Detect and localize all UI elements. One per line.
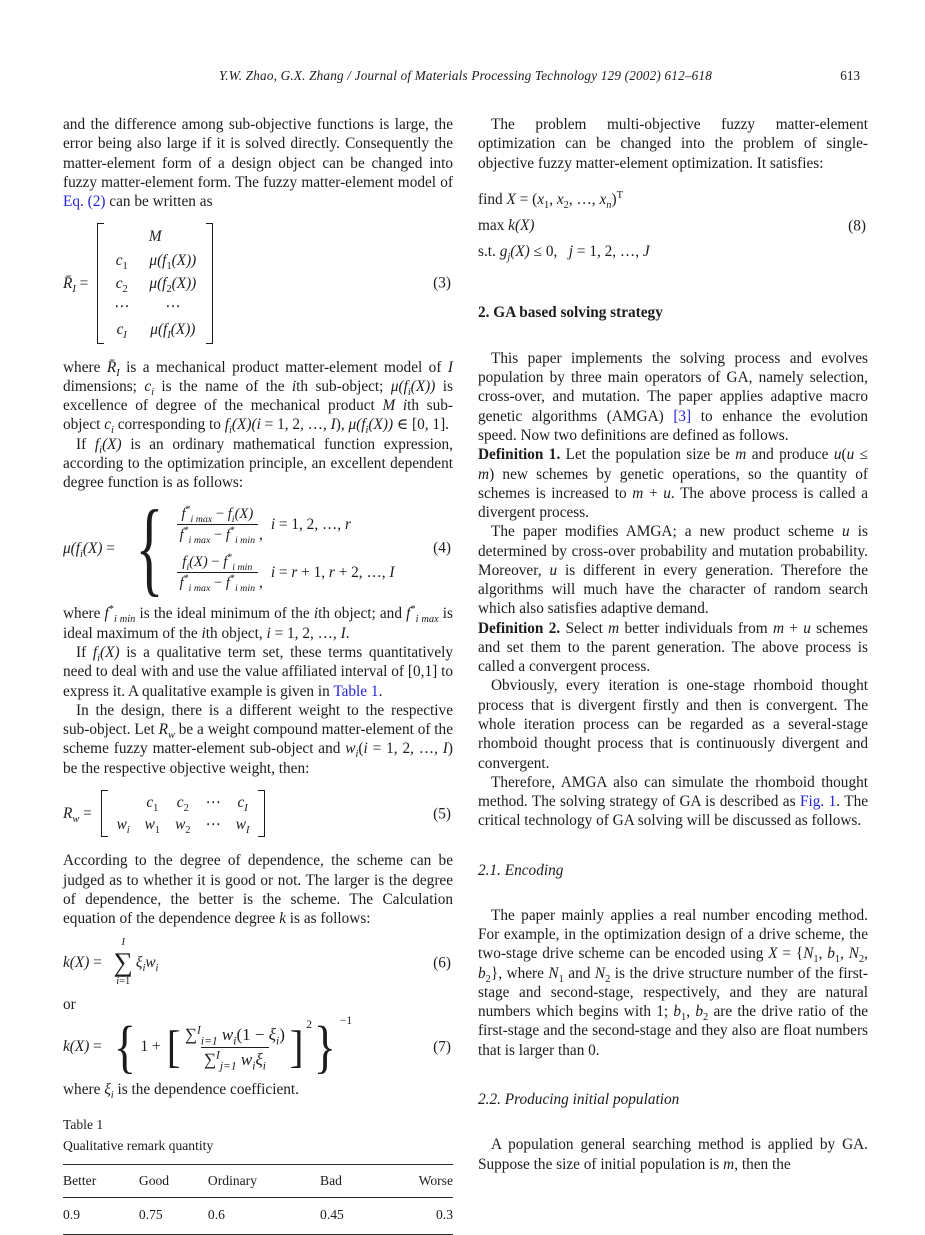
paragraph: where $R̄_I$ is a mechanical product matter-element model of I dimensions; $c_i$ is the name of the ith sub-object; $\mu(f_i(X))$ is excellence of degree of the mechanical product M ith sub-object $c_i$ corresponding to $f_i(X)(i = 1$, 2, …, I), $\mu(f_i(X))$ ∈ [0, 1]. — [63, 358, 453, 437]
table-label: Table 1 — [63, 1117, 104, 1133]
right-bracket — [206, 223, 213, 343]
cross-reference-link[interactable]: Eq. (2) — [63, 193, 106, 211]
right-bracket — [258, 790, 265, 838]
paragraph: In the design, there is a different weight to the respective sub-object. Let $R_w$ be a weight compound matter-element of the scheme fuzzy matter-element sub-object and $w_i(i = 1$, 2, …, I) be the respective objective weight, then: — [63, 701, 453, 777]
subsection-heading-2-2: 2.2. Producing initial population — [478, 1090, 680, 1108]
table-header-cell: Worse — [374, 1164, 453, 1198]
paragraph: where $\xi_i$ is the dependence coefficient. — [63, 1080, 299, 1101]
table-caption: Qualitative remark quantity — [63, 1137, 214, 1153]
matrix: M $c_1$ $\mu(f_1(X))$ $c_2$ $\mu(f_2(X))$ ⋯ ⋯ $c_I$ $\mu(f_I(X))$ — [97, 223, 213, 343]
paragraph: This paper implements the solving process and evolves population by three main operators of GA, namely selection, cross-over, and mutation. The paper applies adaptive macro genetic algorithms (AMGA) [3] to enhance the evolution speed. Now two definitions are defined as follows. — [478, 349, 868, 445]
table-cell: 0.45 — [320, 1198, 374, 1235]
left-column — [63, 115, 453, 1235]
table-header-cell: Good — [139, 1164, 208, 1198]
cases-expression: { $\frac{f^*_{i max} - f_i(X)}{f^*_{i max} - f^*_{i min}}$ , i = 1, 2, …, r $\frac{f_i(X) - f^*_{i min}}{f^*_{i max} - f^*_{i min}}$ , i = r + 1, r + 2, …, I — [135, 489, 395, 607]
table-cell: 0.9 — [63, 1198, 139, 1235]
subsection-heading-2-1: 2.1. Encoding — [478, 861, 564, 879]
paragraph: where $f^*_{i min}$ is the ideal minimum of the ith object; and $f^*_{i max}$ is ideal maximum of the ith object, i = 1, 2, …, I. — [63, 604, 454, 642]
equation-8: find $X = (x_1$, $x_2$, …, $x_n)^T$ max k(X) s.t. $g_j(X) \le 0$, j = 1, 2, …, J (8) — [478, 189, 866, 264]
fraction: $\frac{f_i(X) - f^*_{i min}}{f^*_{i max} - f^*_{i min}}$ — [177, 553, 258, 592]
paragraph: Obviously, every iteration is one-stage rhomboid thought process that is divergent firstly and then is convergent. The whole iteration process can be regarded as a several-stage rhomboid thought process that is continuously divergent and convergent. — [478, 677, 868, 772]
paragraph: A population general searching method is applied by GA. Suppose the size of initial population is m, then the — [478, 1136, 868, 1173]
equation-number: (6) — [433, 954, 451, 972]
left-bracket — [97, 223, 104, 343]
equation-number: (7) — [433, 1038, 451, 1056]
paragraph: The problem multi-objective fuzzy matter-element optimization can be changed into the problem of single-objective fuzzy matter-element optimization. It satisfies: — [478, 116, 868, 172]
table-header-row — [63, 1164, 453, 1198]
fraction: $\frac{\sum^I_{i=1} w_i(1 - \xi_i)}{\sum^I_{j=1} w_i\xi_i}$ — [184, 1023, 285, 1072]
table-header-cell: Bad — [320, 1164, 374, 1198]
table-header-cell: Ordinary — [208, 1164, 320, 1198]
table-cell: 0.6 — [208, 1198, 320, 1235]
equation-6: k(X) = I ∑ i=1 $\xi_iw_i$ (6) — [63, 937, 451, 987]
square-exponent: 2 — [306, 1018, 312, 1031]
equation-number: (3) — [433, 274, 451, 292]
equation-number: (5) — [433, 804, 451, 822]
summation: I ∑ i=1 — [113, 937, 133, 987]
paragraph: If $f_i(X)$ is a qualitative term set, these terms quantitatively need to deal with and use the value affiliated interval of [0,1] to express it. A qualitative example is given in Table 1. — [63, 643, 454, 700]
fraction: $\frac{f^*_{i max} - f_i(X)}{f^*_{i max} - f^*_{i min}}$ — [177, 505, 258, 544]
equation-lhs: $R̄_I$ = — [63, 274, 93, 295]
running-head-citation: Y.W. Zhao, G.X. Zhang / Journal of Materials Processing Technology 129 (2002) 612–618 — [218, 68, 713, 83]
equation-lhs: k(X) = — [63, 1038, 106, 1056]
table-1 — [63, 1115, 453, 1235]
section-heading-2: 2. GA based solving strategy — [478, 303, 663, 321]
or-connector: or — [63, 996, 76, 1014]
equation-3 — [63, 223, 453, 343]
equation-lhs: k(X) = — [63, 954, 106, 972]
definition-1: Definition 1. Let the population size be m and produce u(u ≤ m) new schemes by genetic operations, so the quantity of schemes is increased to m + u. The above process is called a divergent process. — [478, 446, 869, 522]
paragraph: The paper mainly applies a real number encoding method. For example, in the optimization design of a drive scheme, the two-stage drive scheme can be encoded using $X = \{N_1$, $b_1$, $N_2$, $b_2$}, where $N_1$ and $N_2$ is the drive structure number of the first-stage and second-stage, respectively, and they are natural numbers which begins with 1; $b_1$, $b_2$ are the drive ratio of the first-stage and the second-stage and they also are float numbers that is larger than 0. — [478, 906, 869, 1059]
right-column — [478, 115, 868, 1235]
equation-lhs: $R_w$ = — [63, 804, 96, 826]
paragraph: Therefore, AMGA also can simulate the rhomboid thought method. The solving strategy of GA is described as Fig. 1. The critical technology of GA solving will be discussed as follows. — [478, 773, 869, 830]
equation-5 — [63, 790, 453, 838]
running-head — [63, 68, 868, 88]
cross-reference-link[interactable]: Fig. 1 — [799, 793, 837, 811]
paragraph: The paper modifies AMGA; a new product scheme u is determined by cross-over probability and mutation probability. Moreover, u is different in every generation. Therefore the algorithms will much have the character of random search which also satisfies adaptive demand. — [478, 523, 868, 618]
equation-7: k(X) = { 1 + [ $\frac{\sum^I_{i=1} w_i(1 - \xi_i)}{\sum^I_{j=1} w_i\xi_i}$ ] 2 } −1 (7) — [63, 1014, 451, 1080]
table-header-cell: Better — [63, 1164, 139, 1198]
left-bracket — [101, 790, 108, 838]
matrix: $c_1$ $c_2$ ⋯ $c_I$ $w_i$ $w_1$ $w_2$ ⋯ $w_I$ — [101, 790, 266, 838]
equation-number: (4) — [433, 539, 451, 557]
table-cell: 0.3 — [374, 1198, 453, 1235]
definition-2: Definition 2. Select m better individuals from m + u schemes and set them to the parent generation. The above process is called a convergent process. — [478, 619, 868, 676]
paragraph: If $f_i(X)$ is an ordinary mathematical function expression, according to the optimization principle, an excellent dependent degree function is as follows: — [63, 435, 454, 492]
page-number: 613 — [840, 68, 860, 83]
equation-4 — [63, 489, 453, 607]
sigma-symbol: ∑ — [113, 946, 133, 977]
two-column-body — [63, 115, 868, 1235]
cross-reference-link[interactable]: [3] — [673, 407, 692, 425]
inverse-exponent: −1 — [339, 1014, 353, 1027]
equation-number: (8) — [848, 217, 866, 235]
table-row — [63, 1198, 453, 1235]
paragraph: According to the degree of dependence, the scheme can be judged as to whether it is good or not. The larger is the degree of dependence, the better is the scheme. The Calculation equation of the dependence degree k is as follows: — [63, 852, 453, 928]
paragraph: and the difference among sub-objective functions is large, the error being also large if it is solved directly. Consequently the matter-element form of a design object can be changed into fuzzy matter-element form. The fuzzy matter-element model of Eq. (2) can be written as — [63, 116, 453, 211]
qualitative-remark-table — [63, 1164, 453, 1235]
equation-lhs: $\mu(f_i(X)$ = — [63, 539, 119, 560]
table-cell: 0.75 — [139, 1198, 208, 1235]
cross-reference-link[interactable]: Table 1 — [333, 682, 379, 700]
